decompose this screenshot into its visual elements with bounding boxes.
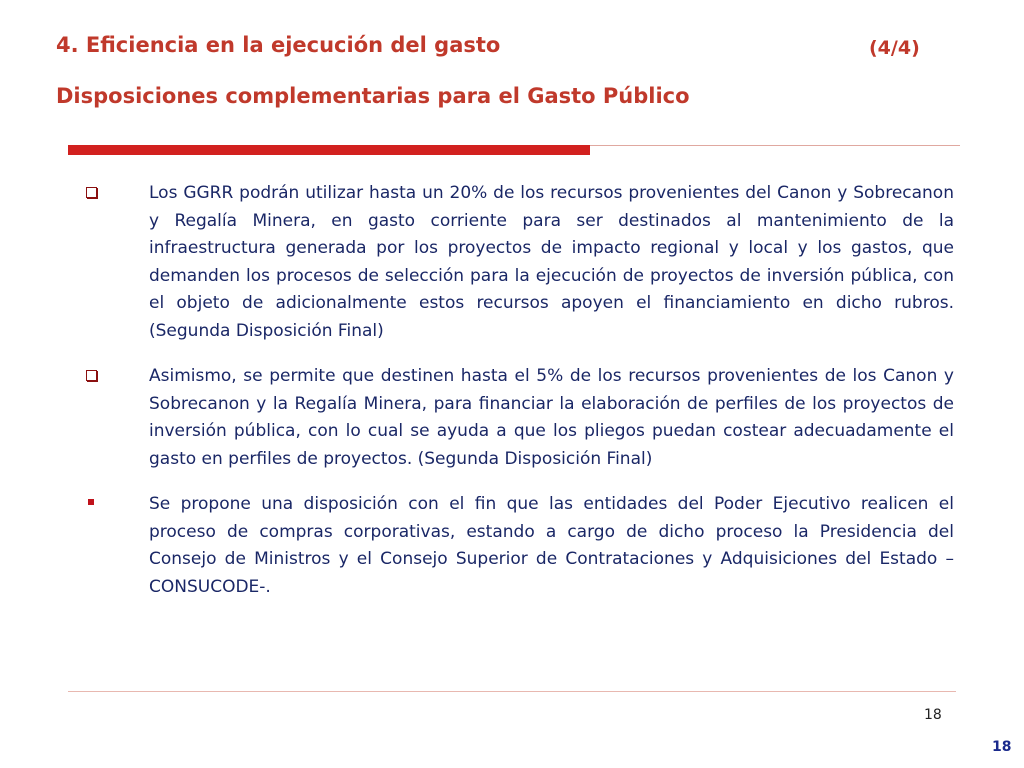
- list-item-text: Asimismo, se permite que destinen hasta el 5% de los recursos provenientes de los Canon y Sobrecanon y la Regalía Minera, para financiar la elaboración de perfiles de los proyectos de inversión pública, con lo cual se ayuda a que los pliegos puedan costear adecuadamente el gasto en perfiles de proyectos. (Segunda Disposición Final): [149, 366, 954, 469]
- list-item-text: Se propone una disposición con el fin que las entidades del Poder Ejecutivo realicen el proceso de compras corporativas, estando a cargo de dicho proceso la Presidencia del Consejo de Ministros y el Consejo Superior de Contrataciones y Adquisiciones del Estado – CONSUCODE-.: [149, 494, 954, 597]
- hollow-square-bullet-icon: [84, 368, 98, 382]
- slide-counter: (4/4): [869, 37, 920, 59]
- list-item-text: Los GGRR podrán utilizar hasta un 20% de los recursos provenientes del Canon y Sobrecanon y Regalía Minera, en gasto corriente para ser destinados al mantenimiento de la infraestructura generada por los proyectos de impacto regional y local y los gastos, que demanden los procesos de selección para la ejecución de proyectos de inversión pública, con el objeto de adicionalmente estos recursos apoyen el financiamiento en dicho rubros. (Segunda Disposición Final): [149, 183, 954, 341]
- footer-divider: [68, 691, 956, 692]
- viewer-page-number: 18: [992, 739, 1012, 755]
- accent-bar: [68, 145, 590, 155]
- slide-subtitle: Disposiciones complementarias para el Gasto Público: [56, 84, 690, 108]
- list-item: [78, 363, 954, 473]
- list-item: [78, 491, 954, 601]
- accent-rule: [590, 145, 960, 146]
- slide-page-number: 18: [924, 707, 942, 723]
- filled-square-bullet-icon: [84, 496, 98, 510]
- hollow-square-bullet-icon: [84, 185, 98, 199]
- slide-title: 4. Eficiencia en la ejecución del gasto: [56, 33, 501, 57]
- bullet-list: [78, 180, 954, 619]
- list-item: [78, 180, 954, 345]
